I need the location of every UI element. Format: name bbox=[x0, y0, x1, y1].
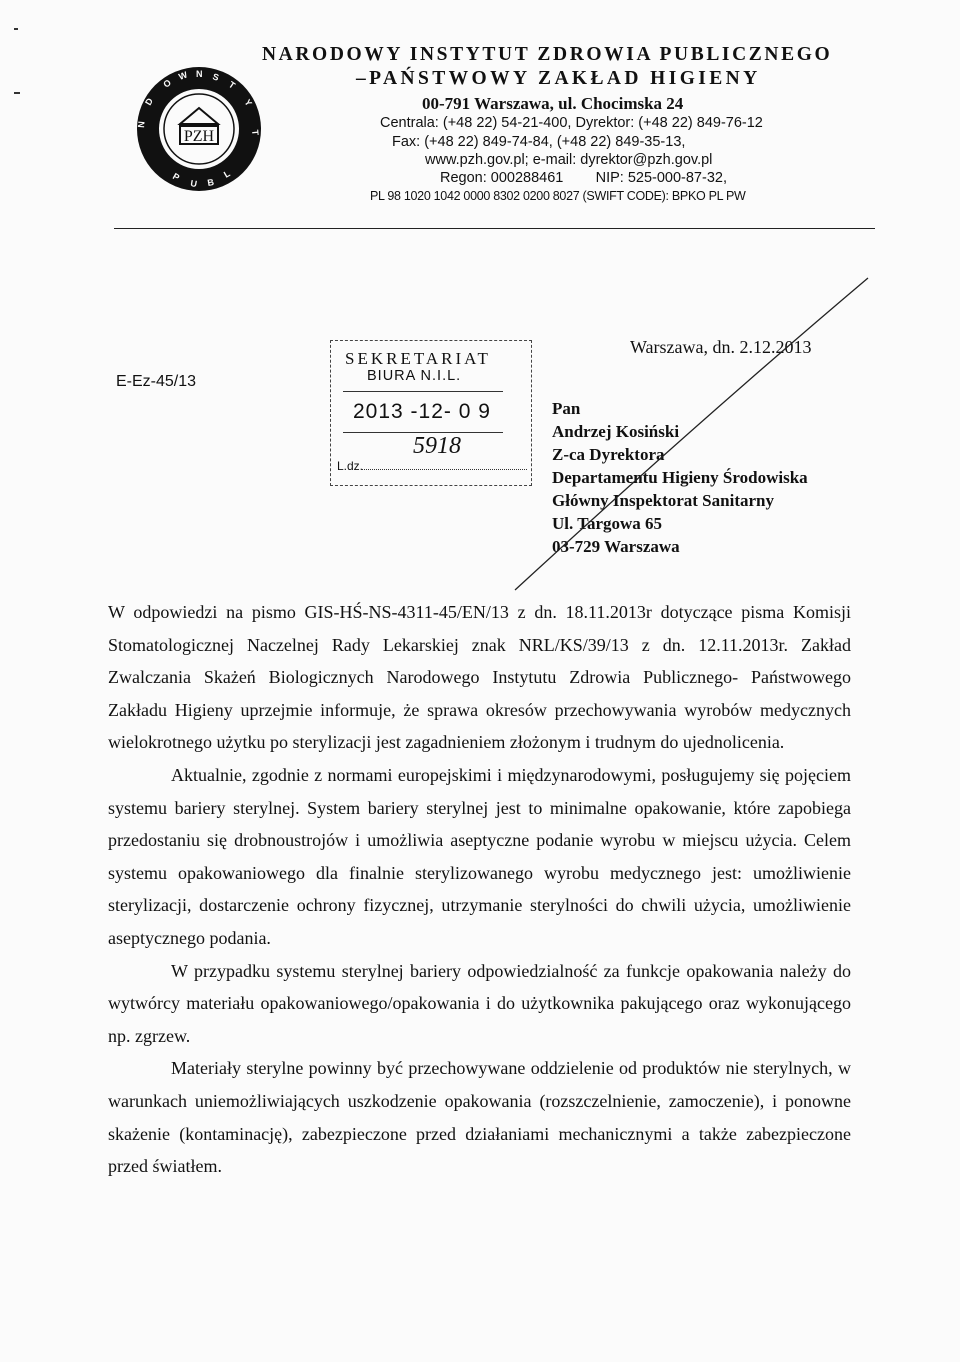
stamp-title: SEKRETARIAT bbox=[345, 349, 491, 368]
svg-text:P: P bbox=[171, 171, 182, 183]
stamp-handwritten-number: 5918 bbox=[413, 433, 461, 459]
recipient-line: 03-729 Warszawa bbox=[552, 537, 680, 556]
institute-name-line1: NARODOWY INSTYTUT ZDROWIA PUBLICZNEGO bbox=[262, 44, 833, 65]
logo-text: PZH bbox=[183, 128, 215, 145]
recipient-line: Główny Inspektorat Sanitarny bbox=[552, 491, 774, 510]
body-paragraph: W odpowiedzi na pismo GIS-HŚ-NS-4311-45/EN/13 z dn. 18.11.2013r dotyczące pisma Komisji Stomatologicznej Naczelnej Rady Lekarskiej znak NRL/KS/39/13 z dn. 12.11.2013r. Zakład Zwalczania Skażeń Biologicznych Narodowego Instytutu Zdrowia Publicznego- Państwowego Zakładu Higieny uprzejmie informuje, że sprawa okresów przechowywania wyrobów medycznych wielokrotnego użytku po sterylizacji jest zagadnieniem złożonym i trudnym do ujednolicenia. bbox=[108, 602, 851, 753]
received-stamp bbox=[330, 340, 532, 486]
body-paragraph: Aktualnie, zgodnie z normami europejskimi i międzynarodowymi, posługujemy się pojęciem systemu bariery sterylnej. System bariery sterylnej jest to minimalne opakowanie, które zapobiega przedostaniu się drobnoustrojów i umożliwia aseptyczne podanie wyrobu w miejscu użycia. Celem systemu opakowaniowego dla finalnie sterylizowanego wyrobu medycznego jest: umożliwienie sterylizacji, dostarczenie ochrony fizycznej, utrzymanie sterylności do chwili użycia, umożliwienie aseptycznego podania. bbox=[108, 764, 851, 948]
institute-address: 00-791 Warszawa, ul. Chocimska 24 bbox=[422, 94, 684, 113]
svg-text:L: L bbox=[222, 168, 232, 180]
recipient-line: Pan bbox=[552, 399, 581, 418]
letter-body bbox=[108, 596, 851, 1183]
recipient-line: Andrzej Kosiński bbox=[552, 422, 680, 441]
svg-text:S: S bbox=[211, 71, 221, 83]
bank-line: PL 98 1020 1042 0000 8302 0200 8027 (SWIFT CODE): BPKO PL PW bbox=[370, 189, 746, 203]
fax-line: Fax: (+48 22) 849-74-84, (+48 22) 849-35-13, bbox=[392, 134, 686, 150]
stamp-date: 2013 -12- 0 9 bbox=[353, 400, 491, 423]
svg-text:U: U bbox=[189, 178, 198, 190]
margin-mark-2 bbox=[14, 92, 20, 94]
recipient-line: Departamentu Higieny Środowiska bbox=[552, 468, 808, 487]
svg-text:O: O bbox=[161, 77, 173, 90]
recipient-block bbox=[552, 397, 808, 558]
stamp-dotted-line bbox=[361, 469, 527, 470]
svg-text:B: B bbox=[206, 176, 215, 188]
recipient-line: Ul. Targowa 65 bbox=[552, 514, 663, 533]
svg-text:N: N bbox=[196, 69, 203, 79]
svg-text:Y: Y bbox=[242, 97, 255, 109]
institute-name-line2: –PAŃSTWOWY ZAKŁAD HIGIENY bbox=[356, 68, 761, 89]
regon-line: Regon: 000288461 NIP: 525-000-87-32, bbox=[440, 170, 727, 186]
svg-text:W: W bbox=[177, 69, 189, 82]
svg-text:T: T bbox=[250, 129, 261, 136]
stamp-date-box bbox=[343, 391, 503, 433]
recipient-line: Z-ca Dyrektora bbox=[552, 445, 665, 464]
svg-text:D: D bbox=[143, 96, 155, 107]
margin-mark-1 bbox=[14, 28, 18, 30]
pzh-logo-seal bbox=[136, 66, 262, 192]
body-paragraph: W przypadku systemu sterylnej bariery odpowiedzialność za funkcje opakowania należy do wytwórcy materiału opakowaniowego/opakowania i do użytkownika pakującego oraz wykonującego np. zgrzew. bbox=[108, 960, 851, 1046]
reference-number: E-Ez-45/13 bbox=[116, 373, 197, 390]
stamp-ldz-label: L.dz. bbox=[337, 459, 364, 473]
body-paragraph: Materiały sterylne powinny być przechowywane oddzielenie od produktów nie sterylnych, w warunkach uniemożliwiających uszkodzenie opakowania (rozszczelnienie, zamoczenie), i ponowne skażenie (kontaminację), zabezpieczone przed działaniami mechanicznymi a także zabezpieczone przed światłem. bbox=[108, 1058, 851, 1177]
phone-line: Centrala: (+48 22) 54-21-400, Dyrektor: (+48 22) 849-76-12 bbox=[380, 115, 763, 131]
stamp-subtitle: BIURA N.I.L. bbox=[367, 368, 462, 384]
svg-text:T: T bbox=[226, 79, 238, 91]
svg-text:N: N bbox=[136, 120, 147, 129]
web-line: www.pzh.gov.pl; e-mail: dyrektor@pzh.gov.pl bbox=[425, 152, 713, 168]
header-divider bbox=[114, 228, 875, 229]
letter-date: Warszawa, dn. 2.12.2013 bbox=[630, 337, 812, 357]
